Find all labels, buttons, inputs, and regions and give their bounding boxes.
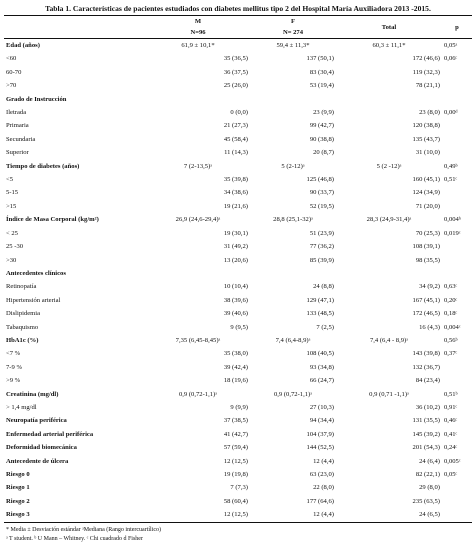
row-label: Índice de Masa Corporal (kg/m²) — [6, 216, 99, 224]
row-label: <5 — [6, 176, 14, 184]
cell-total: 5 (2 -12)ᵃ — [376, 162, 402, 170]
cell-p — [442, 254, 472, 267]
table-row — [4, 254, 472, 267]
cell-p: 0,20ᶜ — [444, 296, 458, 304]
cell-f: 177 (64,6) — [306, 497, 334, 505]
cell-p: 0,05ᶜ — [444, 471, 458, 478]
table-row — [4, 468, 472, 481]
row-label: Grado de Instrucción — [6, 95, 67, 103]
cell-f: 77 (36,2) — [309, 243, 334, 251]
cell-p: 0,24ᶜ — [444, 444, 458, 452]
table-row — [4, 133, 472, 146]
cell-m: 61,9 ± 10,1* — [181, 42, 215, 49]
cell-total: 0,9 (0,71 -1,1)ᵃ — [369, 390, 409, 398]
cell-m: 12 (12,5) — [146, 508, 250, 522]
row-label: Retinopatía — [6, 283, 37, 291]
cell-p: 0,37ᶜ — [444, 350, 458, 358]
cell-p: 0,46ᶜ — [444, 417, 458, 425]
cell-m: 45 (58,4) — [223, 135, 248, 143]
footnotes — [4, 526, 472, 544]
cell-total: 143 (39,8) — [412, 350, 440, 358]
cell-p — [442, 240, 472, 253]
row-label: Iletrada — [6, 109, 27, 117]
cell-total: 119 (32,3) — [412, 68, 440, 76]
table-row — [4, 280, 472, 293]
table-row — [4, 160, 472, 173]
cell-m: 0,9 (0,72-1,1)ᵃ — [178, 390, 218, 398]
cell-m: 7,35 (6,45-8,45)ᵃ — [175, 336, 221, 344]
subheader-blank — [4, 27, 146, 39]
cell-p: 0,05ᵃ — [444, 42, 458, 49]
cell-total: 31 (10,0) — [415, 149, 440, 157]
cell-f: 94 (34,4) — [309, 417, 334, 425]
cell-f: 12 (4,4) — [313, 457, 334, 465]
row-label: Deformidad biomecánica — [6, 444, 77, 452]
table-row — [4, 213, 472, 226]
row-label: Enfermedad arterial periférica — [6, 430, 94, 438]
cell-m: 10 (10,4) — [223, 283, 248, 291]
cell-total: 16 (4,3) — [419, 323, 440, 331]
cell-m — [146, 93, 250, 106]
row-label: Superior — [6, 149, 29, 157]
cell-total: 84 (23,4) — [415, 377, 440, 385]
cell-p: 0,51ᵇ — [444, 390, 458, 398]
table-row — [4, 414, 472, 427]
cell-m: 41 (42,7) — [223, 430, 248, 438]
cell-f: 28,8 (25,1-32)ᵃ — [273, 216, 313, 224]
table-header-row — [4, 16, 472, 28]
cell-f: 52 (19,5) — [309, 202, 334, 210]
cell-total: 167 (45,1) — [412, 296, 440, 304]
cell-total: 71 (20,0) — [415, 202, 440, 210]
cell-p — [442, 374, 472, 387]
cell-m: 26,9 (24,6-29,4)ᵃ — [175, 216, 221, 224]
cell-f: 22 (8,0) — [313, 484, 334, 492]
cell-f: 104 (37,9) — [306, 430, 334, 438]
row-label: Tabaquismo — [6, 323, 39, 331]
header-blank — [4, 16, 146, 28]
cell-total: 98 (35,5) — [415, 256, 440, 264]
footnote-1: * Media ± Desviación estándar ᵃMediana (Rango intercuartílico) — [6, 526, 162, 533]
cell-f: 83 (30,4) — [309, 68, 334, 76]
footnote-2: ᵃ T student. ᵇ U Mann – Whitney. ᶜ Chi cuadrado d Fisher — [6, 535, 143, 542]
cell-p — [442, 93, 472, 106]
cell-m: 31 (49,2) — [223, 243, 248, 251]
cell-p: 0,51ᶜ — [444, 176, 458, 184]
table-row — [4, 481, 472, 494]
cell-m: 19 (30,1) — [223, 229, 248, 237]
row-label: 7-9 % — [6, 363, 22, 371]
table-row — [4, 267, 472, 280]
cell-m — [146, 267, 250, 280]
table-row — [4, 307, 472, 320]
row-label: Edad (años) — [6, 42, 40, 49]
row-label: >15 — [6, 202, 17, 210]
cell-p: 0,63ᶜ — [444, 283, 458, 291]
row-label: Riesgo 0 — [6, 471, 30, 478]
cell-m: 35 (36,5) — [223, 55, 248, 63]
cell-total: 145 (39,2) — [412, 430, 440, 438]
cell-m: 19 (19,8) — [223, 471, 248, 478]
cell-f: 51 (23,9) — [309, 229, 334, 237]
table-row — [4, 374, 472, 387]
cell-total: 135 (43,7) — [412, 135, 440, 143]
table-row — [4, 39, 472, 53]
cell-f: 5 (2-12)ᵃ — [281, 162, 305, 170]
header-m-n: N=96 — [146, 27, 250, 39]
table-row — [4, 321, 472, 334]
header-f-n: N= 274 — [250, 27, 336, 39]
cell-total: 24 (6,4) — [419, 457, 440, 465]
row-label: Neuropatía periférica — [6, 417, 67, 425]
cell-p — [442, 79, 472, 92]
row-label: >30 — [6, 256, 17, 264]
header-total: Total — [336, 16, 442, 39]
cell-total: 172 (46,5) — [412, 310, 440, 318]
cell-m: 0 (0,0) — [230, 109, 248, 117]
cell-f: 24 (8,8) — [313, 283, 334, 291]
cell-total: 82 (22,1) — [415, 471, 440, 478]
cell-m: 35 (39,8) — [223, 176, 248, 184]
cell-p: 0,18ᶜ — [444, 310, 458, 318]
cell-f: 63 (23,0) — [309, 471, 334, 478]
cell-total: 60,3 ± 11,1* — [372, 42, 406, 49]
table-body — [4, 39, 472, 523]
cell-p — [442, 186, 472, 199]
cell-f: 66 (24,7) — [309, 377, 334, 385]
table-title: Tabla 1. Características de pacientes estudiados con diabetes mellitus tipo 2 del Hospital María Auxiliadora 2013 -2015. — [45, 4, 431, 13]
row-label: Hipertensión arterial — [6, 296, 61, 304]
cell-p — [442, 495, 472, 508]
cell-p — [442, 133, 472, 146]
row-label: Riesgo 1 — [6, 484, 30, 492]
row-label: > 1,4 mg/dl — [6, 403, 37, 411]
cell-f: 90 (33,7) — [309, 189, 334, 197]
cell-p: 0,004ᶜ — [444, 323, 461, 331]
cell-total: 201 (54,3) — [412, 444, 440, 452]
cell-m: 19 (21,6) — [223, 202, 248, 210]
cell-p: 0,00ᵈ — [444, 109, 458, 117]
cell-m: 38 (39,6) — [223, 296, 248, 304]
cell-p — [442, 200, 472, 213]
cell-f: 93 (34,8) — [309, 363, 334, 371]
row-label: < 25 — [6, 229, 18, 237]
table-row — [4, 347, 472, 360]
cell-p: 0,49ᵇ — [444, 162, 458, 170]
cell-f: 108 (40,5) — [306, 350, 334, 358]
cell-f: 7 (2,5) — [316, 323, 334, 331]
cell-p — [442, 361, 472, 374]
table-row — [4, 428, 472, 441]
row-label: Antecedentes clínicos — [6, 269, 66, 277]
cell-total: 78 (21,1) — [415, 82, 440, 90]
characteristics-table — [4, 15, 472, 523]
cell-m: 9 (9,5) — [230, 323, 248, 331]
cell-m: 13 (20,6) — [223, 256, 248, 264]
cell-m: 36 (37,5) — [223, 68, 248, 76]
cell-m: 58 (60,4) — [223, 497, 248, 505]
row-label: >70 — [6, 82, 17, 90]
cell-m: 25 (26,0) — [223, 82, 248, 90]
row-label: <60 — [6, 55, 17, 63]
table-row — [4, 401, 472, 414]
cell-m: 18 (19,6) — [223, 377, 248, 385]
cell-f: 53 (19,4) — [309, 82, 334, 90]
cell-f: 129 (47,1) — [306, 296, 334, 304]
cell-m: 39 (40,6) — [223, 310, 248, 318]
table-row — [4, 66, 472, 79]
table-row — [4, 240, 472, 253]
cell-f: 27 (10,3) — [309, 403, 334, 411]
cell-m: 11 (14,3) — [224, 149, 248, 157]
row-label: Riesgo 2 — [6, 497, 30, 505]
header-f: F — [250, 16, 336, 28]
row-label: Tiempo de diabetes (años) — [6, 162, 80, 170]
cell-p: 0,41ᶜ — [444, 430, 458, 438]
table-row — [4, 173, 472, 186]
row-label: 5-15 — [6, 189, 19, 197]
cell-f: 99 (42,7) — [309, 122, 334, 130]
cell-total: 28,3 (24,9-31,4)ᵃ — [366, 216, 412, 224]
table-row — [4, 455, 472, 468]
table-row — [4, 200, 472, 213]
cell-total: 108 (39,1) — [412, 243, 440, 251]
row-label: <7 % — [6, 350, 21, 358]
row-label: 60-70 — [6, 68, 22, 76]
table-row — [4, 52, 472, 65]
cell-total: 120 (38,8) — [412, 122, 440, 130]
cell-f: 59,4 ± 11,3* — [276, 42, 310, 49]
cell-m: 7 (2-13,5)ᵃ — [183, 162, 213, 170]
cell-total: 172 (46,6) — [412, 55, 440, 63]
cell-m: 12 (12,5) — [223, 457, 248, 465]
cell-m: 39 (42,4) — [223, 363, 248, 371]
row-label: Dislipidemia — [6, 310, 41, 318]
table-row — [4, 388, 472, 401]
cell-m: 57 (59,4) — [223, 444, 248, 452]
cell-f: 12 (4,4) — [250, 508, 336, 522]
cell-total: 70 (25,3) — [415, 229, 440, 237]
table-row — [4, 294, 472, 307]
cell-p — [442, 508, 472, 522]
table-row — [4, 146, 472, 159]
cell-p — [442, 267, 472, 280]
cell-p: 0,91ᶜ — [444, 403, 458, 411]
cell-total: 24 (6,5) — [336, 508, 442, 522]
table-row — [4, 508, 472, 522]
cell-f: 133 (48,5) — [306, 310, 334, 318]
cell-total: 29 (8,0) — [419, 484, 440, 492]
cell-total: 124 (34,9) — [412, 189, 440, 197]
cell-total — [336, 93, 442, 106]
table-row — [4, 79, 472, 92]
cell-f — [250, 93, 336, 106]
table-row — [4, 106, 472, 119]
cell-total — [336, 267, 442, 280]
cell-f: 20 (8,7) — [313, 149, 334, 157]
cell-m: 35 (38,0) — [223, 350, 248, 358]
table-row — [4, 334, 472, 347]
cell-total: 160 (45,1) — [412, 176, 440, 184]
table-row — [4, 441, 472, 454]
header-p: p — [442, 16, 472, 39]
cell-f: 23 (9,9) — [313, 109, 334, 117]
row-label: 25 -30 — [6, 243, 24, 251]
row-label: Creatinina (mg/dl) — [6, 390, 59, 398]
cell-total: 36 (10,2) — [415, 403, 440, 411]
cell-f: 90 (38,8) — [309, 135, 334, 143]
cell-p: 0,005ᶜ — [444, 457, 461, 465]
cell-f: 144 (52,5) — [306, 444, 334, 452]
cell-total: 235 (63,5) — [412, 497, 440, 505]
table-row — [4, 495, 472, 508]
cell-p: 0,56ᵇ — [444, 336, 458, 344]
cell-f: 125 (46,8) — [306, 176, 334, 184]
cell-p — [442, 66, 472, 79]
cell-p: 0,06ᶜ — [444, 55, 458, 63]
cell-m: 37 (38,5) — [223, 417, 248, 425]
cell-total: 34 (9,2) — [419, 283, 440, 291]
table-row — [4, 93, 472, 106]
cell-p — [442, 119, 472, 132]
cell-total: 7,4 (6,4 - 8,9)ᵃ — [369, 336, 409, 344]
row-label: Antecedente de úlcera — [6, 457, 69, 465]
cell-p: 0,019ᶜ — [444, 229, 461, 237]
row-label: Riesgo 3 — [4, 508, 146, 522]
cell-f — [250, 267, 336, 280]
table-row — [4, 361, 472, 374]
cell-m: 9 (9,9) — [230, 403, 248, 411]
header-m: M — [146, 16, 250, 28]
cell-p — [442, 146, 472, 159]
cell-f: 7,4 (6,4-8,9)ᵃ — [275, 336, 311, 344]
cell-total: 132 (36,7) — [412, 363, 440, 371]
row-label: HbA1c (%) — [6, 336, 39, 344]
table-row — [4, 119, 472, 132]
row-label: Primaria — [6, 122, 29, 130]
table-row — [4, 227, 472, 240]
table-row — [4, 186, 472, 199]
cell-p: 0,004ᵇ — [444, 216, 461, 224]
cell-m: 21 (27,3) — [223, 122, 248, 130]
cell-f: 85 (39,9) — [309, 256, 334, 264]
cell-total: 23 (8,0) — [419, 109, 440, 117]
cell-m: 7 (7,3) — [230, 484, 248, 492]
cell-m: 34 (38,6) — [223, 189, 248, 197]
cell-f: 0,9 (0,72-1,1)ᵃ — [273, 390, 313, 398]
cell-total: 131 (35,5) — [412, 417, 440, 425]
row-label: >9 % — [6, 377, 21, 385]
cell-f: 137 (50,1) — [306, 55, 334, 63]
row-label: Secundaria — [6, 135, 36, 143]
cell-p — [442, 481, 472, 494]
